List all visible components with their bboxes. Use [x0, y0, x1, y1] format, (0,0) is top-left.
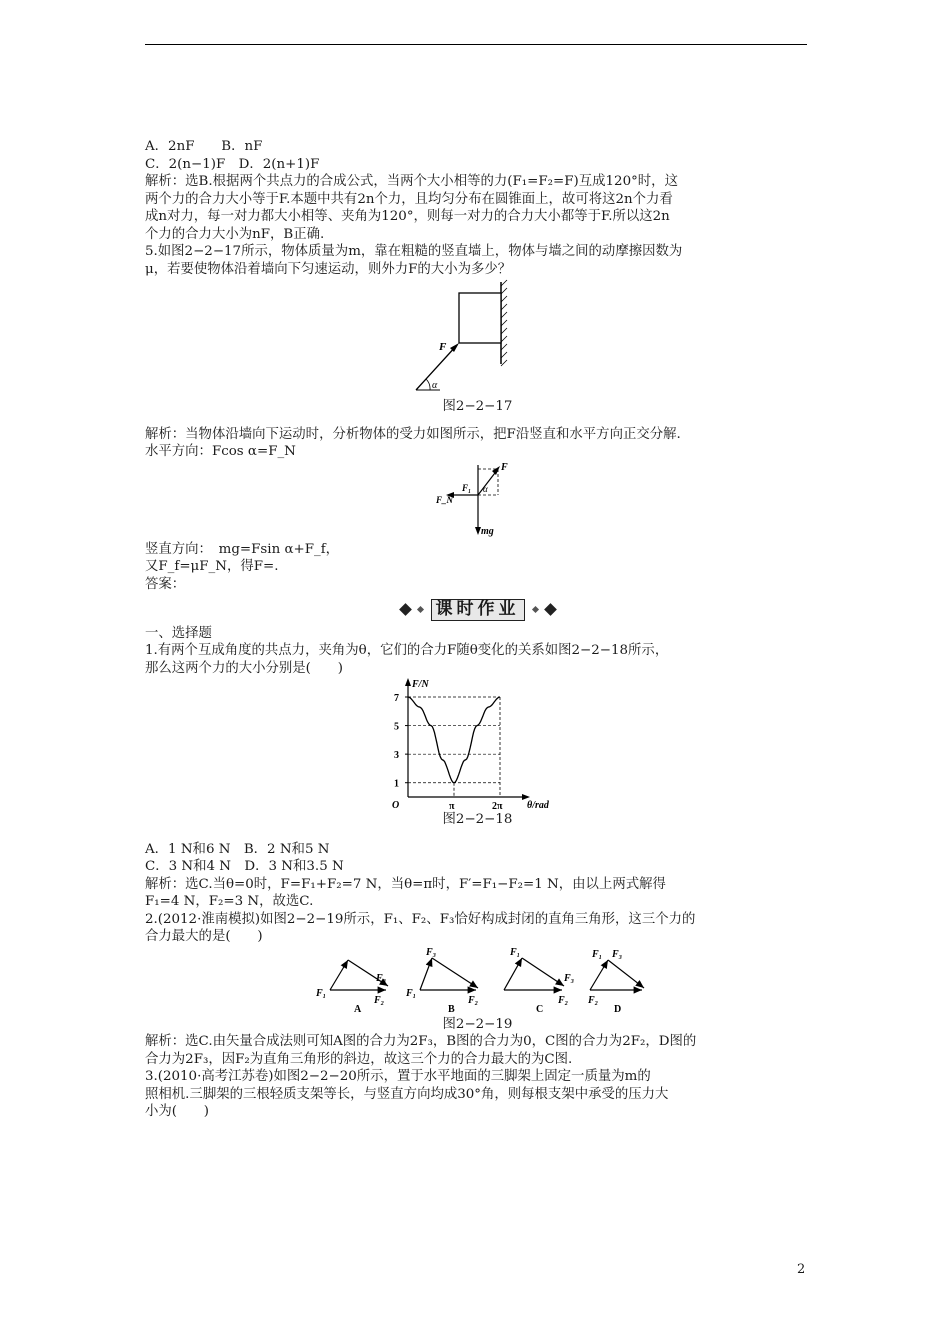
- text-line: 解析：选C.由矢量合成法则可知A图的合力为2F₃，B图的合力为0，C图的合力为2F₂，D图的: [145, 1034, 697, 1049]
- label-f1: F₁: [461, 482, 471, 493]
- figure-caption: 图2−2−17: [442, 399, 513, 414]
- text-line: A．1 N和6 N B．2 N和5 N: [145, 841, 330, 857]
- text-line: A．2nF B．nF: [145, 139, 263, 154]
- x-tick-label: 2π: [491, 801, 502, 809]
- wall-hatch: [501, 280, 507, 366]
- label-f1: F₁: [591, 948, 602, 960]
- figure-triangles: [308, 946, 648, 1014]
- figure-force-angle-chart: [388, 677, 568, 809]
- diamond-icon: [544, 603, 557, 616]
- header-rule: [145, 44, 807, 45]
- text-line: 两个力的合力大小等于F.本题中共有2n个力，且均匀分布在圆锥面上，故可将这2n个力看: [145, 191, 673, 207]
- label-f3: F₃: [375, 972, 386, 984]
- block: [459, 293, 501, 343]
- diamond-icon: [531, 606, 538, 613]
- angle-arc: [426, 379, 430, 390]
- force-label: F: [438, 341, 446, 353]
- text-line: C．2(n−1)F D．2(n+1)F: [145, 156, 320, 172]
- text-line: 个力的合力大小为nF，B正确.: [145, 226, 325, 242]
- triangle-panel-a: [315, 960, 388, 1014]
- figure-block-wall: [408, 278, 548, 396]
- text-line: F₁=4 N，F₂=3 N，故选C.: [145, 894, 314, 909]
- text-line: 解析：选B.根据两个共点力的合成公式，当两个大小相等的力(F₁=F₂=F)互成120°时，这: [145, 174, 678, 189]
- text-line: 2.(2012·淮南模拟)如图2−2−19所示，F₁、F₂、F₃恰好构成封闭的直角三角形，这三个力的: [145, 911, 696, 927]
- panel-label: B: [447, 1003, 455, 1014]
- label-f3: F₃: [425, 946, 436, 958]
- text-line: μ，若要使物体沿着墙向下匀速运动，则外力F的大小为多少？: [145, 261, 512, 277]
- label-f: F: [500, 461, 508, 473]
- figure-caption: 图2−2−18: [442, 812, 513, 827]
- text-line: 那么这两个力的大小分别是( ): [145, 660, 343, 676]
- text-line: 合力为2F₃，因F₂为直角三角形的斜边，故这三个力的合力最大的为C图.: [145, 1051, 573, 1067]
- angle-label: α: [431, 380, 437, 391]
- panel-label: C: [535, 1003, 543, 1014]
- y-tick-label: 3: [393, 750, 399, 762]
- panel-label: D: [613, 1003, 621, 1014]
- label-alpha: α: [482, 483, 488, 494]
- label-f3: F₃: [611, 948, 622, 960]
- label-f1: F₁: [509, 946, 520, 958]
- text-line: 水平方向：Fcos α=F_N: [145, 444, 296, 459]
- text-line: 成n对力，每一对力都大小相等、夹角为120°，则每一对力的合力大小都等于F.所以这2n: [145, 209, 670, 224]
- banner-title: 课时作业: [431, 599, 525, 621]
- y-axis-arrowhead: [405, 678, 411, 686]
- section-title: 一、选择题: [145, 625, 212, 641]
- y-axis-label: F/N: [411, 679, 429, 690]
- label-f1: F₁: [405, 987, 416, 999]
- origin-label: O: [391, 800, 399, 809]
- diamond-icon: [399, 603, 412, 616]
- text-line: 又F_f=μF_N，得F=.: [145, 559, 279, 574]
- label-f3: F₃: [563, 972, 574, 984]
- y-tick-label: 7: [393, 693, 399, 704]
- text-line: 解析：当物体沿墙向下运动时，分析物体的受力如图所示，把F沿竖直和水平方向正交分解.: [145, 426, 681, 442]
- text-line: C．3 N和4 N D．3 N和3.5 N: [145, 859, 344, 874]
- label-fn: F_N: [435, 494, 453, 505]
- page-content: [145, 138, 810, 1121]
- x-tick-label: π: [448, 801, 454, 809]
- label-f2: F₂: [373, 994, 384, 1006]
- panel-label: A: [353, 1003, 361, 1014]
- figure-force-decomposition: [428, 461, 528, 541]
- label-f2: F₂: [557, 994, 568, 1006]
- triangle-panel-b: [405, 947, 478, 1014]
- triangle-panel-d: [587, 949, 644, 1014]
- text-line: 答案：: [145, 576, 186, 592]
- label-f2: F₂: [467, 994, 478, 1006]
- text-line: 3.(2010·高考江苏卷)如图2−2−20所示，置于水平地面的三脚架上固定一质量为m的: [145, 1069, 651, 1084]
- text-line: 小为( ): [145, 1104, 210, 1119]
- figure-caption: 图2−2−19: [442, 1016, 513, 1032]
- y-tick-label: 1: [393, 778, 399, 790]
- section-banner: [145, 599, 810, 621]
- triangle-panel-c: [504, 947, 574, 1014]
- x-axis-label: θ/rad: [526, 800, 549, 809]
- text-line: 解析：选C.当θ=0时，F=F₁+F₂=7 N，当θ=π时，F′=F₁−F₂=1 N，由以上两式解得: [145, 876, 666, 892]
- text-line: 竖直方向： mg=Fsin α+F_f，: [145, 541, 340, 557]
- y-tick-label: 5: [393, 721, 399, 733]
- force-f-arrowhead: [492, 466, 500, 475]
- label-f2: F₂: [587, 994, 598, 1006]
- label-f1: F₁: [315, 987, 326, 999]
- page-number: 2: [797, 1262, 806, 1277]
- diamond-icon: [416, 606, 423, 613]
- text-line: 5.如图2−2−17所示，物体质量为m，靠在粗糙的竖直墙上，物体与墙之间的动摩擦因数为: [145, 244, 683, 259]
- text-line: 合力最大的是( ): [145, 929, 263, 944]
- text-line: 照相机.三脚架的三根轻质支架等长，与竖直方向均成30°角，则每根支架中承受的压力大: [145, 1086, 669, 1102]
- series-line: [408, 697, 500, 783]
- label-mg: mg: [480, 525, 494, 537]
- text-line: 1.有两个互成角度的共点力，夹角为θ，它们的合力F随θ变化的关系如图2−2−18所示，: [145, 643, 669, 658]
